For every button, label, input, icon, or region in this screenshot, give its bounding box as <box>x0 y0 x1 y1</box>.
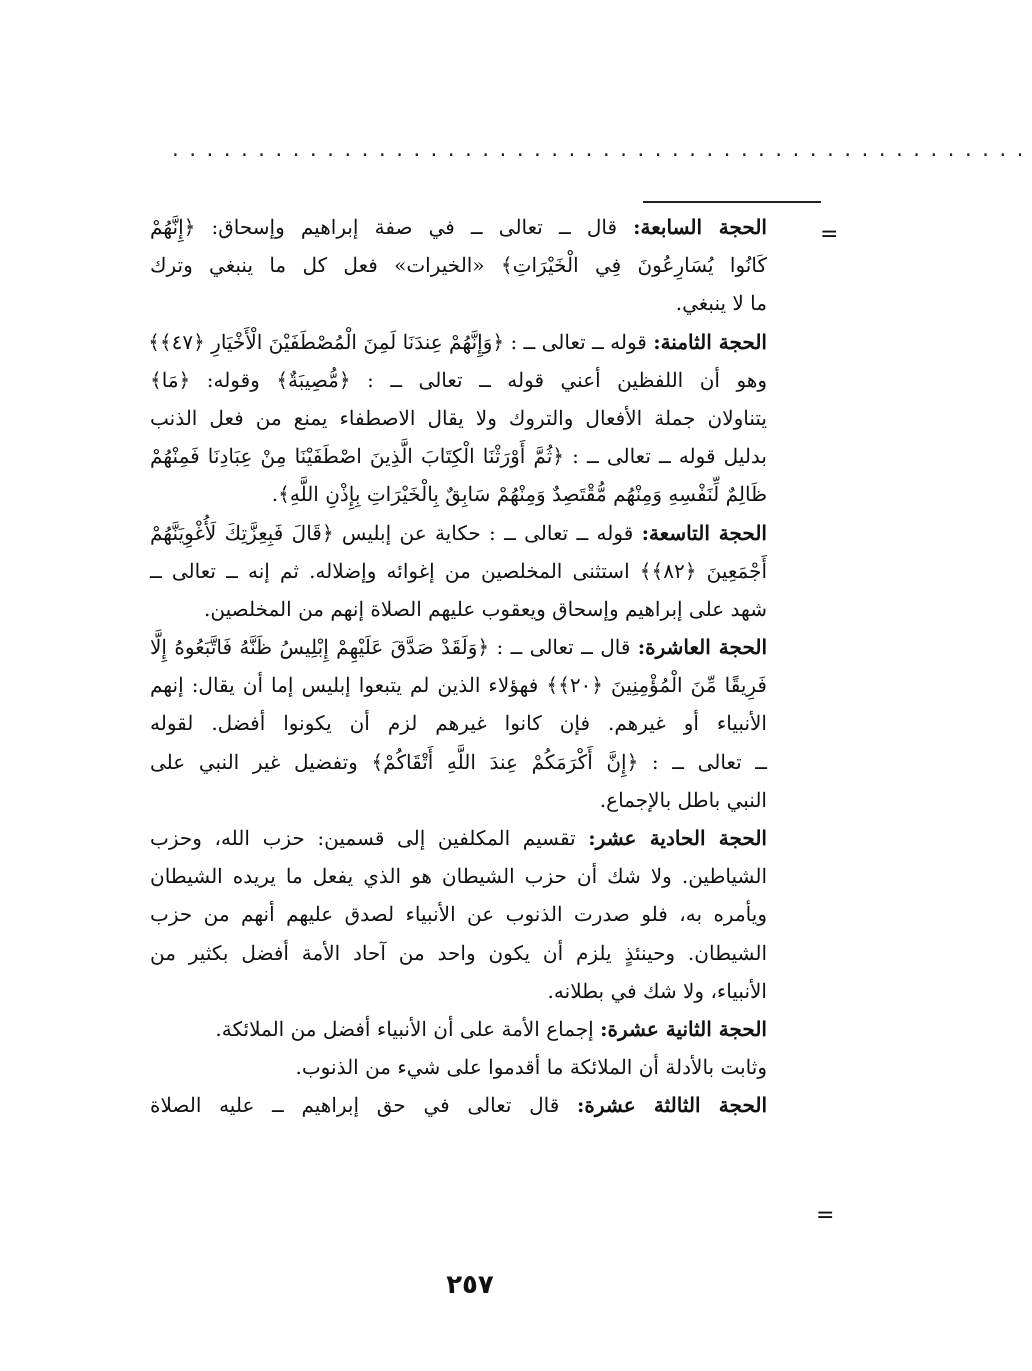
text-line <box>150 284 767 322</box>
line-text: الشياطين. ولا شك أن حزب الشيطان هو الذي يفعل ما يريده الشيطان <box>150 864 767 889</box>
argument-heading: الحجة الثانية عشرة: <box>600 1016 767 1041</box>
body-text <box>150 208 767 1125</box>
line-text: شهد على إبراهيم وإسحاق ويعقوب عليهم الصلاة إنهم من المخلصين. <box>204 596 767 621</box>
text-line <box>150 1086 767 1124</box>
text-line <box>150 857 767 895</box>
line-text: ما لا ينبغي. <box>675 291 767 316</box>
line-text: الأنبياء، ولا شك في بطلانه. <box>547 978 767 1003</box>
line-text: قوله ــ تعالى ــ : حكاية عن إبليس ﴿قَالَ فَبِعِزَّتِكَ لَأُغْوِيَنَّهُمْ <box>150 520 642 545</box>
text-line <box>150 972 767 1010</box>
text-line <box>150 1010 767 1048</box>
line-text: الأنبياء أو غيرهم. فإن كانوا غيرهم لزم أن يكونوا أفضل. لقوله <box>150 711 767 736</box>
text-line <box>150 437 767 475</box>
text-line <box>150 552 767 590</box>
line-text: قال ــ تعالى ــ : ﴿وَلَقَدْ صَدَّقَ عَلَيْهِمْ إِبْلِيسُ ظَنَّهُ فَاتَّبَعُوهُ إِلَّا <box>150 635 638 660</box>
line-text: فَرِيقًا مِّنَ الْمُؤْمِنِينَ ﴿٢٠﴾﴾ فهؤلاء الذين لم يتبعوا إبليس إما أن يقال: إنهم <box>150 673 767 698</box>
text-line <box>150 895 767 933</box>
line-text: النبي باطل بالإجماع. <box>599 787 767 812</box>
line-text: قال تعالى في حق إبراهيم ــ عليه الصلاة <box>150 1093 577 1118</box>
text-line <box>150 628 767 666</box>
line-text: يتناولان جملة الأفعال والتروك ولا يقال الاصطفاء يمنع من فعل الذنب <box>150 405 767 430</box>
line-text: وثابت بالأدلة أن الملائكة ما أقدموا على شيء من الذنوب. <box>295 1055 767 1080</box>
line-text: قال ــ تعالى ــ في صفة إبراهيم وإسحاق: ﴿إِنَّهُمْ <box>150 215 634 239</box>
line-text: ويأمره به، فلو صدرت الذنوب عن الأنبياء لصدق عليهم أنهم من حزب <box>150 902 767 927</box>
line-text: وهو أن اللفظين أعني قوله ــ تعالى ــ : ﴿مُّصِيبَةٌ﴾ وقوله: ﴿مَا﴾ <box>150 367 767 392</box>
line-text: كَانُوا يُسَارِعُونَ فِي الْخَيْرَاتِ﴾ «الخيرات» فعل كل ما ينبغي وترك <box>150 253 767 278</box>
line-text: الشيطان. وحينئذٍ يلزم أن يكون واحد من آحاد الأمة أفضل بكثير من <box>150 940 767 965</box>
text-line <box>150 743 767 781</box>
line-text: ــ تعالى ــ : ﴿إِنَّ أَكْرَمَكُمْ عِندَ اللَّهِ أَتْقَاكُمْ﴾ وتفضيل غير النبي على <box>150 749 767 774</box>
continuation-mark-bottom: = <box>816 1203 835 1228</box>
argument-heading: الحجة التاسعة: <box>641 520 767 545</box>
text-line <box>150 666 767 704</box>
line-text: إجماع الأمة على أن الأنبياء أفضل من الملائكة. <box>215 1016 601 1041</box>
footnote-separator-rule <box>643 201 821 203</box>
text-line <box>150 590 767 628</box>
argument-heading: الحجة العاشرة: <box>637 635 768 660</box>
text-line <box>150 399 767 437</box>
line-text: ظَالِمٌ لِّنَفْسِهِ وَمِنْهُم مُّقْتَصِدٌ وَمِنْهُمْ سَابِقٌ بِالْخَيْرَاتِ بِإِذْنِ اللَّهِ﴾. <box>271 482 767 507</box>
argument-heading: الحجة السابعة: <box>633 215 767 239</box>
continuation-mark-top: = <box>820 222 839 247</box>
text-line <box>150 934 767 972</box>
text-line <box>150 514 767 552</box>
text-line <box>150 323 767 361</box>
text-line <box>150 475 767 513</box>
text-line <box>150 208 767 246</box>
argument-heading: الحجة الثالثة عشرة: <box>576 1093 768 1118</box>
text-line <box>150 781 767 819</box>
argument-heading: الحجة الحادية عشر: <box>588 826 767 850</box>
argument-heading: الحجة الثامنة: <box>653 329 767 354</box>
page-number: ٢٥٧ <box>446 1270 494 1300</box>
text-line <box>150 1048 767 1086</box>
text-line <box>150 246 767 284</box>
text-line <box>150 704 767 742</box>
text-line <box>150 819 767 857</box>
line-text: أَجْمَعِينَ ﴿٨٢﴾﴾ استثنى المخلصين من إغوائه وإضلاله. ثم إنه ــ تعالى ــ <box>150 558 767 583</box>
line-text: قوله ــ تعالى ــ : ﴿وَإِنَّهُمْ عِندَنَا لَمِنَ الْمُصْطَفَيْنَ الْأَخْيَارِ ﴿٤٧﴾﴾ <box>148 329 654 354</box>
line-text: تقسيم المكلفين إلى قسمين: حزب الله، وحزب <box>150 826 589 850</box>
decorative-dot-row: .................................................. <box>170 140 1032 161</box>
line-text: بدليل قوله ــ تعالى ــ : ﴿ثُمَّ أَوْرَثْنَا الْكِتَابَ الَّذِينَ اصْطَفَيْنَا مِنْ عِبَادِنَا فَمِنْهُمْ <box>150 444 767 469</box>
text-line <box>150 361 767 399</box>
